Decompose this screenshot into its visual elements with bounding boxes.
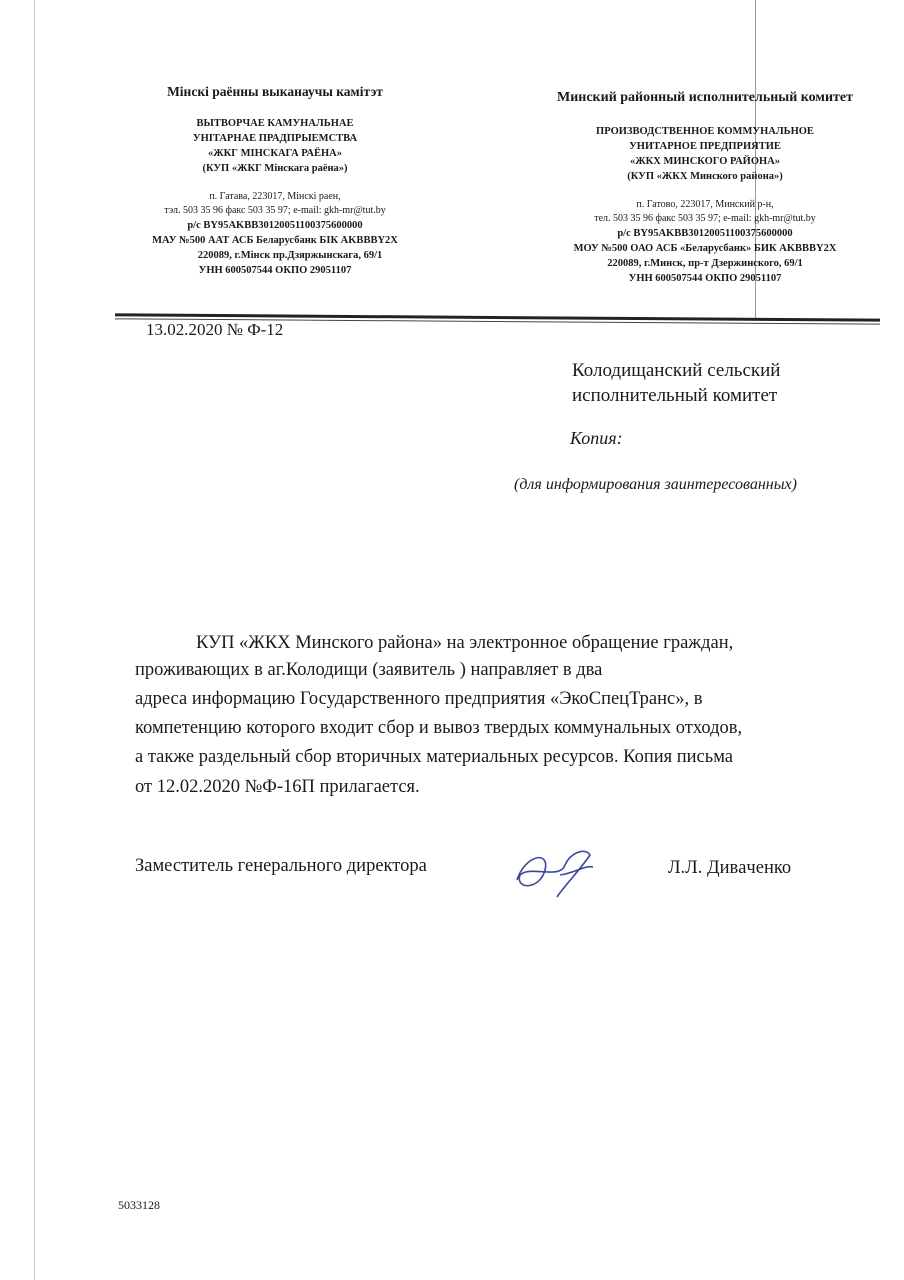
scan-edge <box>34 0 35 1280</box>
body-line: КУП «ЖКХ Минского района» на электронное обращение граждан, <box>196 633 734 653</box>
bank-line: УНН 600507544 ОКПО 29051107 <box>628 273 782 284</box>
bank-line: МАУ №500 ААТ АСБ Беларусбанк БІК AKBBBY2X <box>152 235 398 246</box>
addressee-line: исполнительный комитет <box>572 385 778 406</box>
org-line: (КУП «ЖКГ Мінскага раёна») <box>202 163 348 174</box>
body-line: а также раздельный сбор вторичных материальных ресурсов. Копия письма <box>135 747 733 767</box>
body-line: от 12.02.2020 №Ф-16П прилагается. <box>135 777 420 797</box>
bank-line: р/с BY95AKBB30120051100375600000 <box>617 228 793 239</box>
address-line: п. Гатово, 223017, Минский р-н, <box>636 199 774 210</box>
handwritten-signature <box>505 835 605 905</box>
org-line: ПРОИЗВОДСТВЕННОЕ КОММУНАЛЬНОЕ <box>596 126 814 137</box>
body-line: проживающих в аг.Колодищи (заявитель ) направляет в два <box>135 660 603 680</box>
left-letterhead <box>120 84 430 278</box>
body-line: адреса информацию Государственного предприятия «ЭкоСпецТранс», в <box>135 689 703 709</box>
signatory-position: Заместитель генерального директора <box>135 856 427 876</box>
bank-line: МОУ №500 ОАО АСБ «Беларусбанк» БИК AKBBBY2X <box>573 243 837 254</box>
address-line: тел. 503 35 96 факс 503 35 97; e-mail: gkh-mr@tut.by <box>594 213 816 224</box>
bank-line: 220089, г.Минск, пр-т Дзержинского, 69/1 <box>607 258 803 269</box>
addressee-line: Колодищанский сельский <box>572 360 781 381</box>
body-line: компетенцию которого входит сбор и вывоз твердых коммунальных отходов, <box>135 718 743 738</box>
addressee <box>572 358 780 408</box>
signatory-name: Л.Л. Дивaченко <box>668 858 792 878</box>
org-line: (КУП «ЖКХ Минского района») <box>627 171 783 182</box>
copy-label: Копия: <box>570 428 623 448</box>
bank-line: 220089, г.Мінск пр.Дзяржынскага, 69/1 <box>197 250 383 261</box>
org-line: УНІТАРНАЕ ПРАДПРЫЕМСТВА <box>192 133 358 144</box>
address-line: п. Гатава, 223017, Мінскі раен, <box>209 191 341 202</box>
left-authority: Мінскі раённы выканаучы камітэт <box>167 84 383 99</box>
bank-line: р/с BY95AKBB30120051100375600000 <box>187 220 363 231</box>
address-line: тэл. 503 35 96 факс 503 35 97; e-mail: gkh-mr@tut.by <box>164 205 386 216</box>
right-authority: Минский районный исполнительный комитет <box>557 90 853 105</box>
copy-note: (для информирования заинтересованных) <box>514 476 797 493</box>
bank-line: УНН 600507544 ОКПО 29051107 <box>198 265 352 276</box>
footer-code: 5033128 <box>118 1198 160 1212</box>
org-line: ВЫТВОРЧАЕ КАМУНАЛЬНАЕ <box>196 118 354 129</box>
org-line: УНИТАРНОЕ ПРЕДПРИЯТИЕ <box>629 141 781 152</box>
org-line: «ЖКГ МІНСКАГА РАЁНА» <box>208 148 342 159</box>
org-line: «ЖКХ МИНСКОГО РАЙОНА» <box>630 156 780 167</box>
date-number: 13.02.2020 № Ф-12 <box>146 320 284 339</box>
right-letterhead <box>520 90 890 286</box>
